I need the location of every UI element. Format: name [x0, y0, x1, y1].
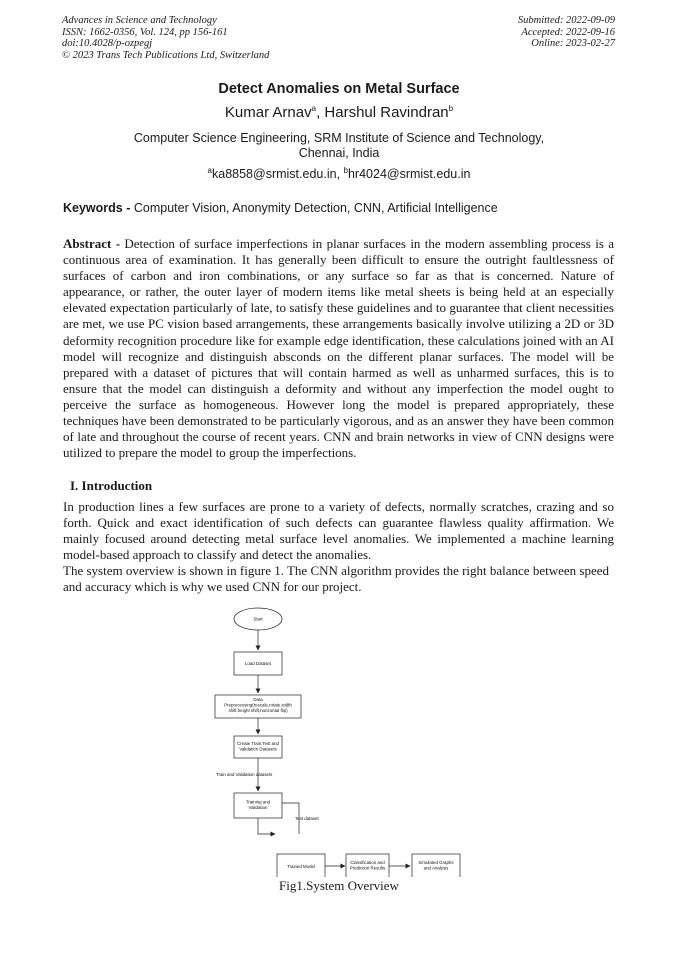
intro-paragraph: The system overview is shown in figure 1. The CNN algorithm provides the right balance between speed and accuracy which is why we used CNN for our project. [63, 563, 609, 595]
figure-caption: Fig1.System Overview [279, 878, 399, 893]
abstract [63, 236, 614, 461]
accepted-date: Accepted: 2022-09-16 [521, 26, 615, 38]
email-link[interactable]: hr4024@srmist.edu.in [347, 167, 471, 181]
abstract-text: Detection of surface imperfections in planar surfaces in the modern assembling process is a continuous area of examination. It has generally been difficult to ensure the outright faultlessness of surfaces of carbon and iron combinations, or any surface so far as that is concerned. Nature of appearance, or rather, the outer layer of modern items like metal sheets is being held at an especially elevated expectation particularly of late, to satisfy these guidelines and to guarantee that client necessities are met, we use PC vision based arrangements, these arrangements basically involve utilizing a 2D or 3D deformity recognition procedure like for example edge identification, these calculations joined with an AI model will recognize and distinguish absconds on the different planar surfaces. The model will be prepared with a dataset of pictures that will contain harmed as well as unharmed surfaces, this is to ensure that the model can distinguish a deformity and without any imperfection the model ought to perceive the surface as homogeneous. However long the model is prepared appropriately, these techniques have been demonstrated to be particularly vigorous, and as an answer they have been common of late and throughout the course of recent years. CNN and brain networks in view of CNN designs were utilized to prepare the model to group the imperfections. [63, 236, 614, 461]
keywords-text: Computer Vision, Anonymity Detection, CNN, Artificial Intelligence [133, 201, 498, 215]
section-heading-introduction: I. Introduction [70, 478, 153, 493]
online-date: Online: 2023-02-27 [531, 38, 615, 49]
author-list [0, 104, 678, 121]
dates-header [518, 15, 615, 50]
abstract-label: Abstract - [63, 236, 125, 251]
email-list [0, 167, 678, 181]
prep-label: Preprocessing(rescale,rotate,width [224, 702, 292, 708]
affiliation-line: Computer Science Engineering, SRM Institute of Science and Technology, [133, 131, 545, 145]
keywords-label: Keywords - [63, 201, 134, 215]
paper-title: Detect Anomalies on Metal Surface [218, 81, 460, 97]
journal-header [62, 15, 269, 61]
classification-label: Classification and [350, 860, 385, 865]
keywords [63, 201, 498, 215]
load-label: Load Dataset [244, 661, 272, 666]
author-name: Harshul Ravindran [324, 104, 449, 121]
start-label: Start [253, 616, 263, 622]
email-mark: b [343, 165, 348, 175]
email-separator: , [336, 167, 344, 181]
doi-line: doi:10.4028/p-ozpegj [62, 38, 153, 49]
prep-label: shift,height shift,horizontal flip) [228, 708, 288, 713]
flow-arrow [258, 818, 275, 834]
submitted-date: Submitted: 2022-09-09 [517, 15, 615, 26]
copyright-line: © 2023 Trans Tech Publications Ltd, Switzerland [62, 49, 270, 61]
create-label: Create Train,Test and [237, 741, 279, 746]
edge-label-train: Train and Validation datasets [216, 772, 273, 777]
email-mark: a [207, 165, 212, 175]
affiliation [110, 131, 568, 161]
author-separator: , [316, 104, 325, 121]
classification-label: Prediction Results [349, 865, 386, 871]
training-label: Validation [248, 805, 268, 810]
analysis-label: Simulated Graphs [418, 860, 454, 865]
author-mark: b [448, 104, 454, 113]
author-mark: a [311, 104, 317, 113]
author-name: Kumar Arnav [224, 104, 312, 121]
email-link[interactable]: ka8858@srmist.edu.in [212, 167, 337, 181]
affiliation-line: Chennai, India [298, 146, 380, 160]
system-overview-flowchart [212, 605, 467, 877]
trained-label: Trained Model [287, 864, 315, 869]
issn-line: ISSN: 1662-0356, Vol. 124, pp 156-161 [62, 26, 228, 38]
create-label: Validation Datasets [239, 746, 277, 752]
training-label: Training and [245, 799, 271, 805]
intro-paragraph: In production lines a few surfaces are prone to a variety of defects, normally scratches, crazing and so forth. Quick and exact identification of such defects can guarantee flawless quality affirmation. We mainly focused around detecting metal surface level anomalies. We implemented a machine learning model-based approach to classify and detect the anomalies. [63, 499, 614, 563]
edge-label-test: Test dataset [295, 816, 319, 821]
journal-name: Advances in Science and Technology [62, 15, 217, 26]
prep-label: Data [253, 697, 263, 702]
analysis-label: and Analysis [423, 865, 449, 871]
